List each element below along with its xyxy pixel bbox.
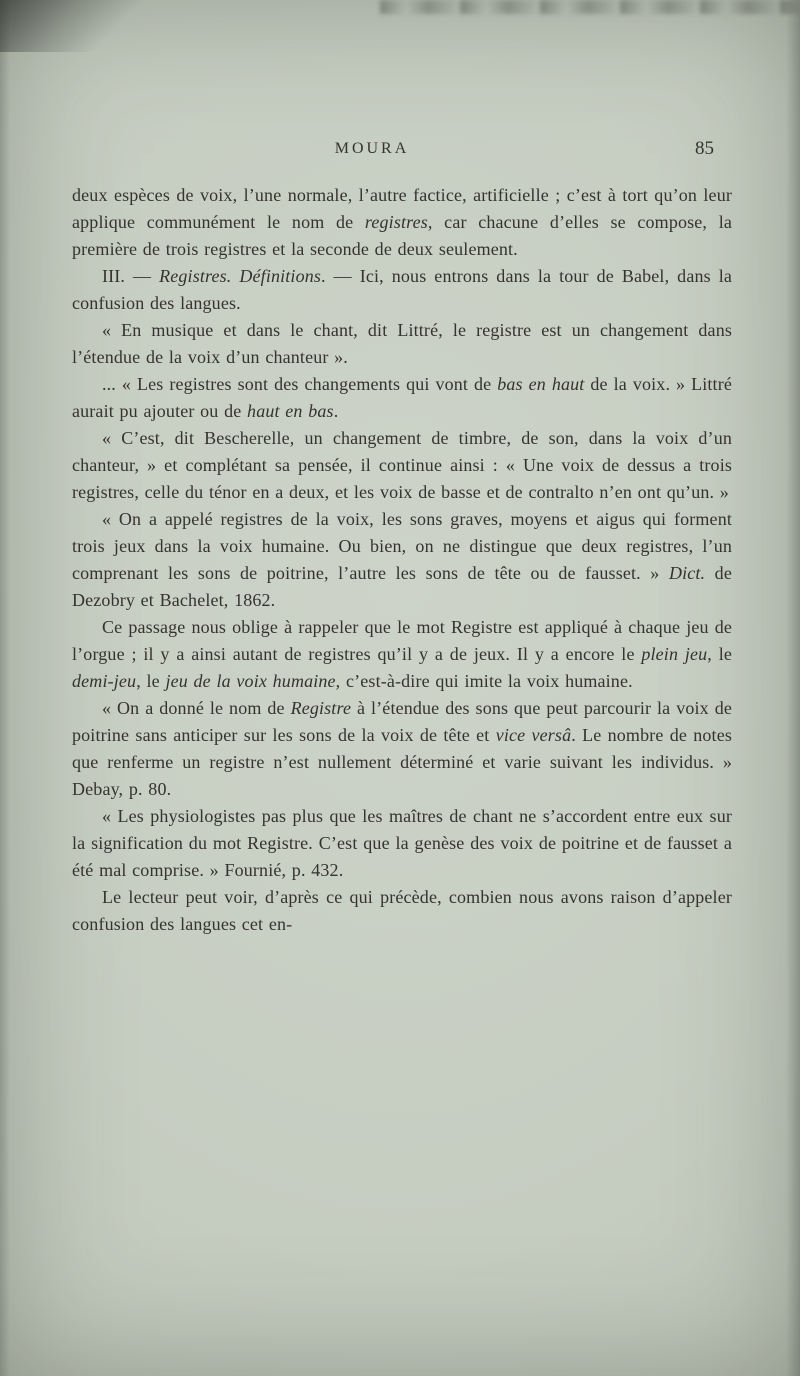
scan-artifact: [786, 0, 800, 1376]
paragraph: [72, 506, 732, 614]
paragraph: [72, 884, 732, 938]
text-run-italic: Dict.: [668, 563, 706, 583]
text-run: . — Ici, nous entrons dans la tour de Babel, dans la confusion des langues.: [72, 266, 732, 313]
text-run: deux espèces de voix, l’une normale, l’autre factice, artificielle ; c’est à tort qu’on leur applique communément le nom de: [72, 185, 732, 232]
text-run: ... « Les registres sont des changements qui vont de: [102, 374, 498, 394]
running-head: MOURA: [334, 140, 410, 157]
text-run-italic: vice versâ: [495, 725, 572, 745]
text-run: , le: [136, 671, 166, 691]
text-run-italic: registres: [364, 212, 428, 232]
text-run-italic: demi-jeu: [72, 671, 137, 691]
page-number: 85: [695, 138, 714, 159]
text-run: « En musique et dans le chant, dit Littré, le registre est un changement dans l’étendue de la voix d’un chanteur ».: [72, 320, 732, 367]
paragraph: [72, 803, 732, 884]
text-run: . Le nombre de notes que renferme un registre n’est nullement déterminé et varie suivant les individus. » Debay, p. 80.: [72, 725, 732, 799]
text-run: , car chacune d’elles se compose, la première de trois registres et la seconde de deux seulement.: [72, 212, 732, 259]
text-run: Le lecteur peut voir, d’après ce qui précède, combien nous avons raison d’appeler confusion des langues cet en-: [72, 887, 732, 934]
text-run-italic: jeu de la voix humaine,: [165, 671, 341, 691]
text-run: « C’est, dit Bescherelle, un changement de timbre, de son, dans la voix d’un chanteur, » et complétant sa pensée, il continue ainsi : « Une voix de dessus a trois registres, celle du ténor en a deux, et les voix de basse et de contralto n’en ont qu’un. »: [72, 428, 732, 502]
paragraph: [72, 614, 732, 695]
text-run: « Les physiologistes pas plus que les maîtres de chant ne s’accordent entre eux sur la signification du mot Registre. C’est que la genèse des voix de poitrine et de fausset a été mal comprise. » Fournié, p. 432.: [72, 806, 732, 880]
paragraph: [72, 371, 732, 425]
text-run: Ce passage nous oblige à rappeler que le mot Registre est appliqué à chaque jeu de l’orgue ; il y a ainsi autant de registres qu’il y a de jeux. Il y a encore le: [72, 617, 732, 664]
text-run: .: [333, 401, 339, 421]
paragraph: [72, 695, 732, 803]
text-run: , le: [707, 644, 732, 664]
text-run-italic: Registres. Définitions: [159, 266, 322, 286]
page-header: [72, 140, 732, 166]
text-run: « On a appelé registres de la voix, les sons graves, moyens et aigus qui forment trois jeux dans la voix humaine. Ou bien, on ne distingue que deux registres, l’un comprenant les sons de poitrine, l’autre les sons de tête ou de fausset. »: [72, 509, 732, 583]
paragraph: [72, 317, 732, 371]
text-run: « On a donné le nom de: [102, 698, 291, 718]
text-run-italic: plein jeu: [641, 644, 708, 664]
paragraph: [72, 263, 732, 317]
scan-artifact: [0, 0, 10, 1376]
scan-artifact: [0, 0, 150, 52]
text-run: de Dezobry et Bachelet, 1862.: [72, 563, 732, 610]
text-run-italic: haut en bas: [247, 401, 334, 421]
text-run: de la voix. » Littré aurait pu ajouter ou de: [72, 374, 732, 421]
body-text: [72, 182, 732, 938]
text-run: à l’étendue des sons que peut parcourir la voix de poitrine sans anticiper sur les sons de la voix de tête et: [72, 698, 732, 745]
text-run: III. —: [102, 266, 160, 286]
text-run-italic: bas en haut: [497, 374, 585, 394]
paragraph: [72, 182, 732, 263]
paragraph: [72, 425, 732, 506]
text-run-italic: Registre: [290, 698, 352, 718]
text-run: c’est-à-dire qui imite la voix humaine.: [340, 671, 633, 691]
scan-artifact: [380, 0, 800, 14]
page-content: [72, 140, 732, 938]
